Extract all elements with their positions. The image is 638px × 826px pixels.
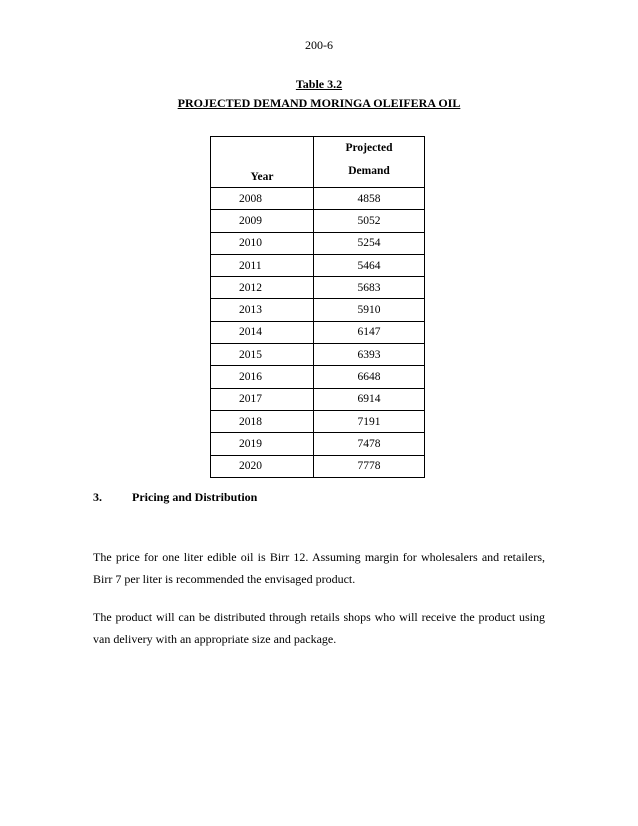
paragraph-distribution: The product will can be distributed through retails shops who will receive the product using van delivery with an appropriate size and package. xyxy=(93,610,545,646)
demand-cell: 7778 xyxy=(314,455,425,477)
table-row xyxy=(211,366,425,388)
demand-cell: 5052 xyxy=(314,210,425,232)
demand-cell: 5464 xyxy=(314,254,425,276)
table-row xyxy=(211,210,425,232)
table-label: Table 3.2 xyxy=(295,77,343,91)
table-row xyxy=(211,321,425,343)
table-row xyxy=(211,299,425,321)
demand-cell: 5683 xyxy=(314,277,425,299)
year-cell: 2014 xyxy=(211,321,314,343)
table-header-row xyxy=(211,137,425,188)
demand-cell: 4858 xyxy=(314,188,425,210)
demand-cell: 5254 xyxy=(314,232,425,254)
page-number: 200-6 xyxy=(305,38,333,52)
table-title: PROJECTED DEMAND MORINGA OLEIFERA OIL xyxy=(177,96,461,110)
demand-cell: 5910 xyxy=(314,299,425,321)
table-row xyxy=(211,388,425,410)
demand-cell: 6393 xyxy=(314,344,425,366)
table-row xyxy=(211,277,425,299)
year-cell: 2011 xyxy=(211,254,314,276)
table-row xyxy=(211,455,425,477)
demand-header-line2: Demand xyxy=(348,165,390,177)
year-cell: 2019 xyxy=(211,433,314,455)
year-cell: 2008 xyxy=(211,188,314,210)
year-cell: 2020 xyxy=(211,455,314,477)
year-cell: 2018 xyxy=(211,410,314,432)
demand-cell: 7191 xyxy=(314,410,425,432)
table-row xyxy=(211,344,425,366)
table-body xyxy=(211,188,425,478)
demand-header-line1: Projected xyxy=(345,142,393,154)
table-row xyxy=(211,188,425,210)
year-cell: 2013 xyxy=(211,299,314,321)
year-cell: 2009 xyxy=(211,210,314,232)
year-header-label: Year xyxy=(250,171,274,183)
section-title: Pricing and Distribution xyxy=(132,490,258,504)
table-row xyxy=(211,232,425,254)
year-cell: 2012 xyxy=(211,277,314,299)
paragraph-pricing: The price for one liter edible oil is Birr 12. Assuming margin for wholesalers and retailers, Birr 7 per liter is recommended the envisaged product. xyxy=(93,550,545,586)
table-row xyxy=(211,410,425,432)
demand-cell: 6914 xyxy=(314,388,425,410)
demand-column-header xyxy=(314,137,425,188)
year-cell: 2016 xyxy=(211,366,314,388)
projected-demand-table xyxy=(210,136,425,478)
table-row xyxy=(211,254,425,276)
demand-cell: 6147 xyxy=(314,321,425,343)
section-heading xyxy=(93,490,257,505)
year-column-header xyxy=(211,137,314,188)
demand-cell: 6648 xyxy=(314,366,425,388)
section-number: 3. xyxy=(93,490,102,504)
year-cell: 2010 xyxy=(211,232,314,254)
year-cell: 2015 xyxy=(211,344,314,366)
year-cell: 2017 xyxy=(211,388,314,410)
table-row xyxy=(211,433,425,455)
demand-cell: 7478 xyxy=(314,433,425,455)
